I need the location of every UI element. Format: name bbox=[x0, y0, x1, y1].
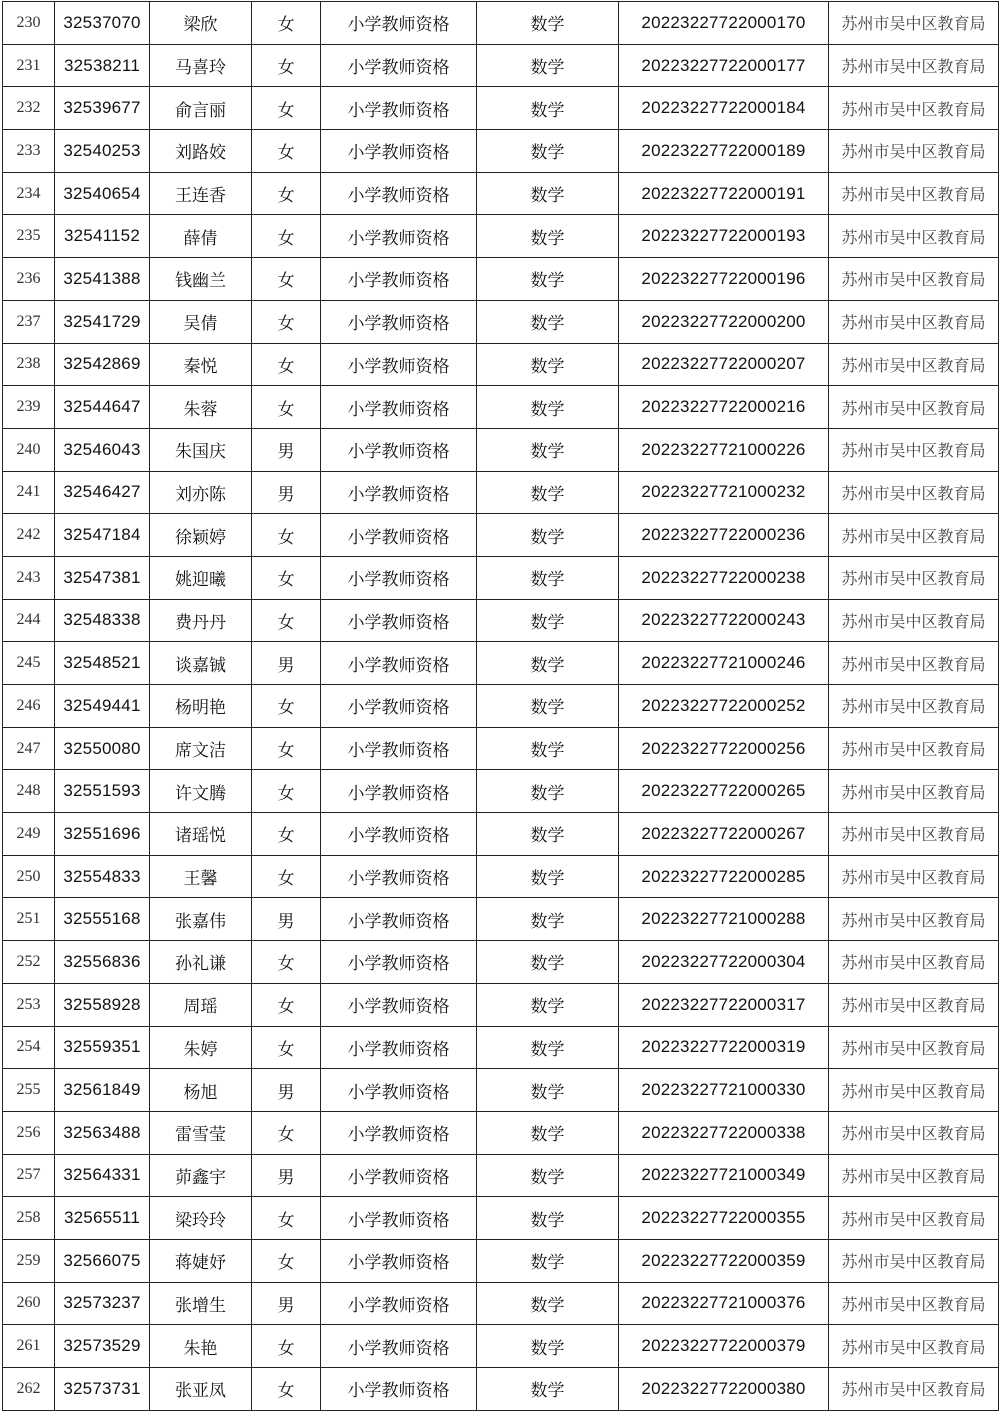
subject-cell: 数学 bbox=[477, 855, 619, 898]
certificate-number-cell: 20223227722000355 bbox=[619, 1197, 829, 1240]
issuing-agency-cell: 苏州市吴中区教育局 bbox=[829, 343, 999, 386]
subject-cell: 数学 bbox=[477, 1239, 619, 1282]
name-cell: 梁玲玲 bbox=[150, 1197, 252, 1240]
name-cell: 刘亦陈 bbox=[150, 471, 252, 514]
certificate-number-cell: 20223227722000265 bbox=[619, 770, 829, 813]
gender-cell: 女 bbox=[252, 300, 321, 343]
gender-cell: 男 bbox=[252, 1282, 321, 1325]
issuing-agency-cell: 苏州市吴中区教育局 bbox=[829, 215, 999, 258]
issuing-agency-cell: 苏州市吴中区教育局 bbox=[829, 87, 999, 130]
issuing-agency-cell: 苏州市吴中区教育局 bbox=[829, 685, 999, 728]
certificate-type-cell: 小学教师资格 bbox=[321, 727, 477, 770]
certificate-type-cell: 小学教师资格 bbox=[321, 770, 477, 813]
name-cell: 朱蓉 bbox=[150, 386, 252, 429]
table-row bbox=[3, 300, 999, 343]
exam-id-cell: 32556836 bbox=[55, 941, 150, 984]
certificate-number-cell: 20223227722000319 bbox=[619, 1026, 829, 1069]
issuing-agency-cell: 苏州市吴中区教育局 bbox=[829, 258, 999, 301]
row-number-cell: 246 bbox=[3, 685, 55, 728]
table-row bbox=[3, 642, 999, 685]
certificate-number-cell: 20223227722000207 bbox=[619, 343, 829, 386]
certificate-type-cell: 小学教师资格 bbox=[321, 87, 477, 130]
certificate-type-cell: 小学教师资格 bbox=[321, 813, 477, 856]
certificate-type-cell: 小学教师资格 bbox=[321, 1026, 477, 1069]
certificate-number-cell: 20223227722000380 bbox=[619, 1368, 829, 1411]
subject-cell: 数学 bbox=[477, 386, 619, 429]
name-cell: 秦悦 bbox=[150, 343, 252, 386]
table-row bbox=[3, 215, 999, 258]
gender-cell: 女 bbox=[252, 258, 321, 301]
exam-id-cell: 32566075 bbox=[55, 1239, 150, 1282]
gender-cell: 女 bbox=[252, 44, 321, 87]
table-row bbox=[3, 1197, 999, 1240]
gender-cell: 男 bbox=[252, 642, 321, 685]
subject-cell: 数学 bbox=[477, 87, 619, 130]
certificate-number-cell: 20223227722000359 bbox=[619, 1239, 829, 1282]
exam-id-cell: 32548338 bbox=[55, 599, 150, 642]
gender-cell: 女 bbox=[252, 855, 321, 898]
name-cell: 张增生 bbox=[150, 1282, 252, 1325]
issuing-agency-cell: 苏州市吴中区教育局 bbox=[829, 1111, 999, 1154]
name-cell: 雷雪莹 bbox=[150, 1111, 252, 1154]
roster-table bbox=[2, 1, 999, 1411]
certificate-type-cell: 小学教师资格 bbox=[321, 1325, 477, 1368]
certificate-type-cell: 小学教师资格 bbox=[321, 1197, 477, 1240]
subject-cell: 数学 bbox=[477, 1111, 619, 1154]
table-row bbox=[3, 2, 999, 45]
subject-cell: 数学 bbox=[477, 1282, 619, 1325]
certificate-type-cell: 小学教师资格 bbox=[321, 1368, 477, 1411]
certificate-type-cell: 小学教师资格 bbox=[321, 44, 477, 87]
row-number-cell: 234 bbox=[3, 172, 55, 215]
gender-cell: 女 bbox=[252, 1239, 321, 1282]
issuing-agency-cell: 苏州市吴中区教育局 bbox=[829, 2, 999, 45]
row-number-cell: 232 bbox=[3, 87, 55, 130]
gender-cell: 女 bbox=[252, 1111, 321, 1154]
row-number-cell: 253 bbox=[3, 983, 55, 1026]
subject-cell: 数学 bbox=[477, 599, 619, 642]
subject-cell: 数学 bbox=[477, 727, 619, 770]
certificate-type-cell: 小学教师资格 bbox=[321, 898, 477, 941]
table-row bbox=[3, 1368, 999, 1411]
issuing-agency-cell: 苏州市吴中区教育局 bbox=[829, 386, 999, 429]
certificate-number-cell: 20223227722000189 bbox=[619, 130, 829, 173]
issuing-agency-cell: 苏州市吴中区教育局 bbox=[829, 471, 999, 514]
certificate-type-cell: 小学教师资格 bbox=[321, 855, 477, 898]
certificate-type-cell: 小学教师资格 bbox=[321, 599, 477, 642]
certificate-number-cell: 20223227722000256 bbox=[619, 727, 829, 770]
table-row bbox=[3, 1111, 999, 1154]
subject-cell: 数学 bbox=[477, 471, 619, 514]
exam-id-cell: 32538211 bbox=[55, 44, 150, 87]
issuing-agency-cell: 苏州市吴中区教育局 bbox=[829, 1325, 999, 1368]
certificate-number-cell: 20223227722000216 bbox=[619, 386, 829, 429]
name-cell: 吴倩 bbox=[150, 300, 252, 343]
certificate-type-cell: 小学教师资格 bbox=[321, 386, 477, 429]
gender-cell: 女 bbox=[252, 727, 321, 770]
issuing-agency-cell: 苏州市吴中区教育局 bbox=[829, 1197, 999, 1240]
subject-cell: 数学 bbox=[477, 1069, 619, 1112]
certificate-type-cell: 小学教师资格 bbox=[321, 172, 477, 215]
certificate-number-cell: 20223227722000238 bbox=[619, 556, 829, 599]
subject-cell: 数学 bbox=[477, 770, 619, 813]
issuing-agency-cell: 苏州市吴中区教育局 bbox=[829, 514, 999, 557]
row-number-cell: 241 bbox=[3, 471, 55, 514]
subject-cell: 数学 bbox=[477, 1325, 619, 1368]
subject-cell: 数学 bbox=[477, 428, 619, 471]
name-cell: 梁欣 bbox=[150, 2, 252, 45]
row-number-cell: 245 bbox=[3, 642, 55, 685]
table-row bbox=[3, 343, 999, 386]
name-cell: 周瑶 bbox=[150, 983, 252, 1026]
subject-cell: 数学 bbox=[477, 172, 619, 215]
exam-id-cell: 32544647 bbox=[55, 386, 150, 429]
gender-cell: 女 bbox=[252, 941, 321, 984]
table-row bbox=[3, 386, 999, 429]
row-number-cell: 247 bbox=[3, 727, 55, 770]
issuing-agency-cell: 苏州市吴中区教育局 bbox=[829, 727, 999, 770]
issuing-agency-cell: 苏州市吴中区教育局 bbox=[829, 770, 999, 813]
subject-cell: 数学 bbox=[477, 1026, 619, 1069]
certificate-number-cell: 20223227721000349 bbox=[619, 1154, 829, 1197]
name-cell: 俞言丽 bbox=[150, 87, 252, 130]
name-cell: 钱幽兰 bbox=[150, 258, 252, 301]
row-number-cell: 250 bbox=[3, 855, 55, 898]
certificate-type-cell: 小学教师资格 bbox=[321, 1239, 477, 1282]
name-cell: 杨旭 bbox=[150, 1069, 252, 1112]
certificate-type-cell: 小学教师资格 bbox=[321, 258, 477, 301]
name-cell: 马喜玲 bbox=[150, 44, 252, 87]
certificate-number-cell: 20223227722000196 bbox=[619, 258, 829, 301]
name-cell: 张嘉伟 bbox=[150, 898, 252, 941]
gender-cell: 女 bbox=[252, 770, 321, 813]
issuing-agency-cell: 苏州市吴中区教育局 bbox=[829, 44, 999, 87]
table-row bbox=[3, 514, 999, 557]
name-cell: 薛倩 bbox=[150, 215, 252, 258]
row-number-cell: 242 bbox=[3, 514, 55, 557]
certificate-number-cell: 20223227722000285 bbox=[619, 855, 829, 898]
certificate-number-cell: 20223227722000200 bbox=[619, 300, 829, 343]
gender-cell: 女 bbox=[252, 514, 321, 557]
gender-cell: 女 bbox=[252, 685, 321, 728]
exam-id-cell: 32547381 bbox=[55, 556, 150, 599]
issuing-agency-cell: 苏州市吴中区教育局 bbox=[829, 1282, 999, 1325]
table-row bbox=[3, 44, 999, 87]
issuing-agency-cell: 苏州市吴中区教育局 bbox=[829, 983, 999, 1026]
row-number-cell: 258 bbox=[3, 1197, 55, 1240]
name-cell: 姚迎曦 bbox=[150, 556, 252, 599]
issuing-agency-cell: 苏州市吴中区教育局 bbox=[829, 941, 999, 984]
table-row bbox=[3, 813, 999, 856]
row-number-cell: 252 bbox=[3, 941, 55, 984]
exam-id-cell: 32564331 bbox=[55, 1154, 150, 1197]
gender-cell: 女 bbox=[252, 2, 321, 45]
certificate-number-cell: 20223227722000243 bbox=[619, 599, 829, 642]
subject-cell: 数学 bbox=[477, 898, 619, 941]
certificate-number-cell: 20223227722000252 bbox=[619, 685, 829, 728]
issuing-agency-cell: 苏州市吴中区教育局 bbox=[829, 1154, 999, 1197]
table-row bbox=[3, 770, 999, 813]
row-number-cell: 262 bbox=[3, 1368, 55, 1411]
table-row bbox=[3, 172, 999, 215]
name-cell: 王连香 bbox=[150, 172, 252, 215]
exam-id-cell: 32541152 bbox=[55, 215, 150, 258]
table-row bbox=[3, 1239, 999, 1282]
certificate-number-cell: 20223227722000184 bbox=[619, 87, 829, 130]
certificate-number-cell: 20223227722000379 bbox=[619, 1325, 829, 1368]
table-row bbox=[3, 471, 999, 514]
exam-id-cell: 32551593 bbox=[55, 770, 150, 813]
certificate-type-cell: 小学教师资格 bbox=[321, 215, 477, 258]
subject-cell: 数学 bbox=[477, 556, 619, 599]
row-number-cell: 259 bbox=[3, 1239, 55, 1282]
row-number-cell: 256 bbox=[3, 1111, 55, 1154]
subject-cell: 数学 bbox=[477, 813, 619, 856]
row-number-cell: 238 bbox=[3, 343, 55, 386]
certificate-type-cell: 小学教师资格 bbox=[321, 1111, 477, 1154]
exam-id-cell: 32541729 bbox=[55, 300, 150, 343]
row-number-cell: 240 bbox=[3, 428, 55, 471]
issuing-agency-cell: 苏州市吴中区教育局 bbox=[829, 1069, 999, 1112]
issuing-agency-cell: 苏州市吴中区教育局 bbox=[829, 1239, 999, 1282]
exam-id-cell: 32555168 bbox=[55, 898, 150, 941]
row-number-cell: 230 bbox=[3, 2, 55, 45]
subject-cell: 数学 bbox=[477, 941, 619, 984]
certificate-type-cell: 小学教师资格 bbox=[321, 1069, 477, 1112]
exam-id-cell: 32542869 bbox=[55, 343, 150, 386]
table-row bbox=[3, 898, 999, 941]
table-row bbox=[3, 685, 999, 728]
certificate-number-cell: 20223227722000193 bbox=[619, 215, 829, 258]
gender-cell: 男 bbox=[252, 428, 321, 471]
certificate-type-cell: 小学教师资格 bbox=[321, 556, 477, 599]
table-row bbox=[3, 428, 999, 471]
certificate-number-cell: 20223227721000226 bbox=[619, 428, 829, 471]
subject-cell: 数学 bbox=[477, 1368, 619, 1411]
certificate-number-cell: 20223227721000232 bbox=[619, 471, 829, 514]
subject-cell: 数学 bbox=[477, 983, 619, 1026]
certificate-number-cell: 20223227722000267 bbox=[619, 813, 829, 856]
subject-cell: 数学 bbox=[477, 215, 619, 258]
name-cell: 许文腾 bbox=[150, 770, 252, 813]
certificate-type-cell: 小学教师资格 bbox=[321, 130, 477, 173]
table-body bbox=[3, 2, 999, 1411]
row-number-cell: 257 bbox=[3, 1154, 55, 1197]
exam-id-cell: 32547184 bbox=[55, 514, 150, 557]
certificate-number-cell: 20223227721000376 bbox=[619, 1282, 829, 1325]
subject-cell: 数学 bbox=[477, 44, 619, 87]
name-cell: 杨明艳 bbox=[150, 685, 252, 728]
subject-cell: 数学 bbox=[477, 258, 619, 301]
gender-cell: 女 bbox=[252, 87, 321, 130]
gender-cell: 女 bbox=[252, 172, 321, 215]
row-number-cell: 255 bbox=[3, 1069, 55, 1112]
row-number-cell: 249 bbox=[3, 813, 55, 856]
name-cell: 费丹丹 bbox=[150, 599, 252, 642]
gender-cell: 男 bbox=[252, 471, 321, 514]
subject-cell: 数学 bbox=[477, 1154, 619, 1197]
gender-cell: 女 bbox=[252, 215, 321, 258]
name-cell: 张亚凤 bbox=[150, 1368, 252, 1411]
exam-id-cell: 32550080 bbox=[55, 727, 150, 770]
exam-id-cell: 32559351 bbox=[55, 1026, 150, 1069]
issuing-agency-cell: 苏州市吴中区教育局 bbox=[829, 428, 999, 471]
subject-cell: 数学 bbox=[477, 130, 619, 173]
table-row bbox=[3, 1069, 999, 1112]
table-row bbox=[3, 87, 999, 130]
table-row bbox=[3, 941, 999, 984]
gender-cell: 女 bbox=[252, 1325, 321, 1368]
subject-cell: 数学 bbox=[477, 343, 619, 386]
gender-cell: 男 bbox=[252, 1069, 321, 1112]
name-cell: 朱婷 bbox=[150, 1026, 252, 1069]
table-row bbox=[3, 727, 999, 770]
certificate-number-cell: 20223227722000177 bbox=[619, 44, 829, 87]
exam-id-cell: 32551696 bbox=[55, 813, 150, 856]
certificate-type-cell: 小学教师资格 bbox=[321, 983, 477, 1026]
subject-cell: 数学 bbox=[477, 300, 619, 343]
subject-cell: 数学 bbox=[477, 642, 619, 685]
name-cell: 谈嘉铖 bbox=[150, 642, 252, 685]
table-row bbox=[3, 1282, 999, 1325]
certificate-number-cell: 20223227722000191 bbox=[619, 172, 829, 215]
table-row bbox=[3, 556, 999, 599]
name-cell: 席文洁 bbox=[150, 727, 252, 770]
exam-id-cell: 32537070 bbox=[55, 2, 150, 45]
row-number-cell: 236 bbox=[3, 258, 55, 301]
exam-id-cell: 32563488 bbox=[55, 1111, 150, 1154]
subject-cell: 数学 bbox=[477, 685, 619, 728]
table-row bbox=[3, 855, 999, 898]
exam-id-cell: 32546427 bbox=[55, 471, 150, 514]
exam-id-cell: 32540654 bbox=[55, 172, 150, 215]
certificate-number-cell: 20223227722000304 bbox=[619, 941, 829, 984]
table-row bbox=[3, 1154, 999, 1197]
certificate-type-cell: 小学教师资格 bbox=[321, 300, 477, 343]
issuing-agency-cell: 苏州市吴中区教育局 bbox=[829, 300, 999, 343]
certificate-type-cell: 小学教师资格 bbox=[321, 1154, 477, 1197]
row-number-cell: 261 bbox=[3, 1325, 55, 1368]
certificate-type-cell: 小学教师资格 bbox=[321, 941, 477, 984]
row-number-cell: 233 bbox=[3, 130, 55, 173]
row-number-cell: 239 bbox=[3, 386, 55, 429]
exam-id-cell: 32561849 bbox=[55, 1069, 150, 1112]
name-cell: 诸瑶悦 bbox=[150, 813, 252, 856]
exam-id-cell: 32541388 bbox=[55, 258, 150, 301]
exam-id-cell: 32558928 bbox=[55, 983, 150, 1026]
gender-cell: 女 bbox=[252, 1368, 321, 1411]
row-number-cell: 248 bbox=[3, 770, 55, 813]
gender-cell: 女 bbox=[252, 556, 321, 599]
issuing-agency-cell: 苏州市吴中区教育局 bbox=[829, 642, 999, 685]
gender-cell: 女 bbox=[252, 1197, 321, 1240]
name-cell: 王馨 bbox=[150, 855, 252, 898]
certificate-number-cell: 20223227722000170 bbox=[619, 2, 829, 45]
gender-cell: 女 bbox=[252, 343, 321, 386]
table-row bbox=[3, 130, 999, 173]
row-number-cell: 260 bbox=[3, 1282, 55, 1325]
name-cell: 朱艳 bbox=[150, 1325, 252, 1368]
subject-cell: 数学 bbox=[477, 2, 619, 45]
gender-cell: 男 bbox=[252, 1154, 321, 1197]
subject-cell: 数学 bbox=[477, 514, 619, 557]
exam-id-cell: 32565511 bbox=[55, 1197, 150, 1240]
exam-id-cell: 32554833 bbox=[55, 855, 150, 898]
certificate-number-cell: 20223227722000317 bbox=[619, 983, 829, 1026]
exam-id-cell: 32539677 bbox=[55, 87, 150, 130]
gender-cell: 女 bbox=[252, 130, 321, 173]
table-row bbox=[3, 1026, 999, 1069]
gender-cell: 女 bbox=[252, 599, 321, 642]
certificate-number-cell: 20223227721000288 bbox=[619, 898, 829, 941]
name-cell: 蒋婕妤 bbox=[150, 1239, 252, 1282]
exam-id-cell: 32548521 bbox=[55, 642, 150, 685]
row-number-cell: 254 bbox=[3, 1026, 55, 1069]
certificate-type-cell: 小学教师资格 bbox=[321, 642, 477, 685]
certificate-type-cell: 小学教师资格 bbox=[321, 514, 477, 557]
row-number-cell: 237 bbox=[3, 300, 55, 343]
name-cell: 刘路姣 bbox=[150, 130, 252, 173]
exam-id-cell: 32573237 bbox=[55, 1282, 150, 1325]
issuing-agency-cell: 苏州市吴中区教育局 bbox=[829, 1368, 999, 1411]
gender-cell: 男 bbox=[252, 898, 321, 941]
issuing-agency-cell: 苏州市吴中区教育局 bbox=[829, 855, 999, 898]
issuing-agency-cell: 苏州市吴中区教育局 bbox=[829, 599, 999, 642]
certificate-type-cell: 小学教师资格 bbox=[321, 1282, 477, 1325]
gender-cell: 女 bbox=[252, 1026, 321, 1069]
table-row bbox=[3, 599, 999, 642]
name-cell: 孙礼谦 bbox=[150, 941, 252, 984]
issuing-agency-cell: 苏州市吴中区教育局 bbox=[829, 130, 999, 173]
table-row bbox=[3, 258, 999, 301]
exam-id-cell: 32573731 bbox=[55, 1368, 150, 1411]
exam-id-cell: 32540253 bbox=[55, 130, 150, 173]
name-cell: 朱国庆 bbox=[150, 428, 252, 471]
certificate-number-cell: 20223227721000330 bbox=[619, 1069, 829, 1112]
row-number-cell: 231 bbox=[3, 44, 55, 87]
exam-id-cell: 32573529 bbox=[55, 1325, 150, 1368]
certificate-number-cell: 20223227721000246 bbox=[619, 642, 829, 685]
row-number-cell: 251 bbox=[3, 898, 55, 941]
exam-id-cell: 32549441 bbox=[55, 685, 150, 728]
name-cell: 茆鑫宇 bbox=[150, 1154, 252, 1197]
gender-cell: 女 bbox=[252, 813, 321, 856]
certificate-number-cell: 20223227722000338 bbox=[619, 1111, 829, 1154]
issuing-agency-cell: 苏州市吴中区教育局 bbox=[829, 172, 999, 215]
certificate-type-cell: 小学教师资格 bbox=[321, 428, 477, 471]
issuing-agency-cell: 苏州市吴中区教育局 bbox=[829, 813, 999, 856]
subject-cell: 数学 bbox=[477, 1197, 619, 1240]
exam-id-cell: 32546043 bbox=[55, 428, 150, 471]
certificate-type-cell: 小学教师资格 bbox=[321, 343, 477, 386]
table-row bbox=[3, 983, 999, 1026]
gender-cell: 女 bbox=[252, 386, 321, 429]
row-number-cell: 235 bbox=[3, 215, 55, 258]
row-number-cell: 243 bbox=[3, 556, 55, 599]
issuing-agency-cell: 苏州市吴中区教育局 bbox=[829, 1026, 999, 1069]
certificate-type-cell: 小学教师资格 bbox=[321, 685, 477, 728]
issuing-agency-cell: 苏州市吴中区教育局 bbox=[829, 556, 999, 599]
certificate-type-cell: 小学教师资格 bbox=[321, 471, 477, 514]
gender-cell: 女 bbox=[252, 983, 321, 1026]
name-cell: 徐颖婷 bbox=[150, 514, 252, 557]
certificate-type-cell: 小学教师资格 bbox=[321, 2, 477, 45]
table-row bbox=[3, 1325, 999, 1368]
certificate-number-cell: 20223227722000236 bbox=[619, 514, 829, 557]
row-number-cell: 244 bbox=[3, 599, 55, 642]
issuing-agency-cell: 苏州市吴中区教育局 bbox=[829, 898, 999, 941]
